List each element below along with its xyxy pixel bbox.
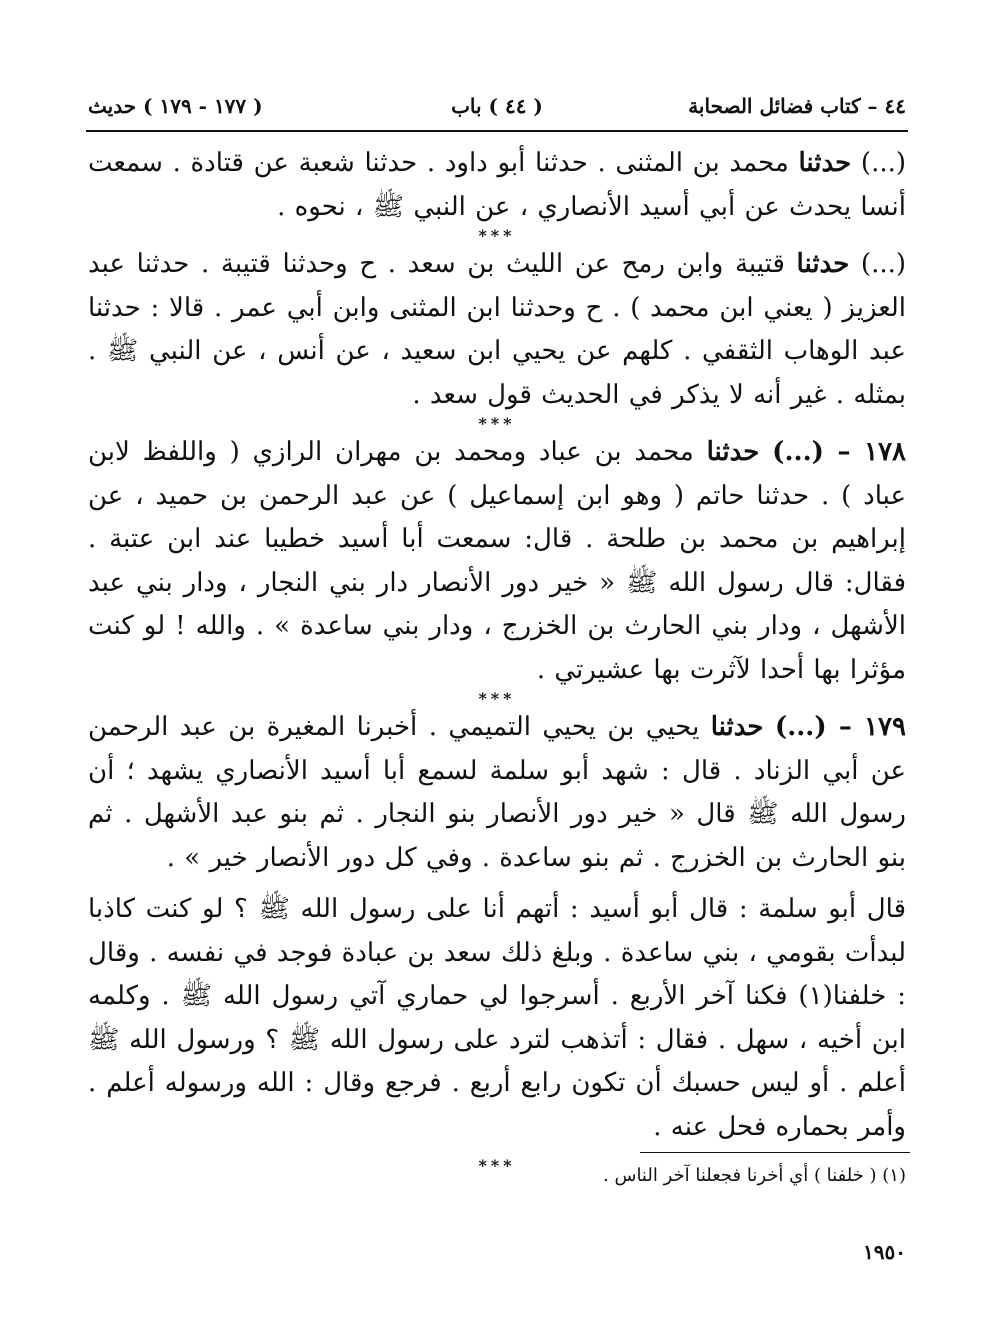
hadith-text: قال أبو سلمة : قال أبو أسيد : أتهم أنا على رسول الله ﷺ ؟ لو كنت كاذبا لبدأت بقومي ، بني ساعدة . وبلغ ذلك سعد بن عبادة فوجد في نفسه . وقال : خلفنا(١) فكنا آخر الأربع . أسرجوا لي حماري آتي رسول الله ﷺ . وكلمه ابن أخيه ، سهل . فقال : أتذهب لترد على رسول الله ﷺ ؟ ورسول الله ﷺ أعلم . أو ليس حسبك أن تكون رابع أربع . فرجع وقال : الله ورسوله أعلم . وأمر بحماره فحل عنه . xyxy=(88,894,906,1142)
haddathana-word: حدثنا xyxy=(796,249,850,279)
hadith-text: محمد بن عباد ومحمد بن مهران الرازي ( واللفظ لابن عباد ) . حدثنا حاتم ( وهو ابن إسماعيل ) عن عبد الرحمن بن حميد ، عن إبراهيم بن محمد بن طلحة . قال: سمعت أبا أسيد خطيبا عند ابن عتبة . فقال: قال رسول الله ﷺ « خير دور الأنصار دار بني النجار ، ودار بني عبد الأشهل ، ودار بني الحارث بن الخزرج ، ودار بني ساعدة » . والله ! لو كنت مؤثرا بها أحدا لآثرت بها عشيرتي . xyxy=(88,437,906,685)
header-rule xyxy=(86,130,908,132)
separator-stars: *** xyxy=(478,226,516,245)
hadith-number: ١٧٨ – (...) xyxy=(772,437,907,467)
hadith-paragraph xyxy=(88,142,906,229)
bab-number: ( ٤٤ ) باب xyxy=(451,94,543,118)
chapter-title: ٤٤ – كتاب فضائل الصحابة xyxy=(688,94,906,118)
haddathana-word: حدثنا xyxy=(710,712,764,742)
separator-stars: *** xyxy=(478,1156,516,1175)
hadith-paragraph xyxy=(88,706,906,880)
running-header xyxy=(88,88,906,128)
footnote: (١) ( خلفنا ) أي أخرنا فجعلنا آخر الناس . xyxy=(603,1165,906,1186)
hadith-range: ( ١٧٧ - ١٧٩ ) حديث xyxy=(88,94,263,118)
haddathana-word: حدثنا xyxy=(798,148,852,178)
page-number: ١٩٥٠ xyxy=(863,1240,906,1264)
hadith-paragraph xyxy=(88,431,906,692)
hadith-text: يحيي بن يحيي التميمي . أخبرنا المغيرة بن عبد الرحمن عن أبي الزناد . قال : شهد أبو سلمة لسمع أبا أسيد الأنصاري يشهد ؛ أن رسول الله ﷺ قال « خير دور الأنصار بنو النجار . ثم بنو عبد الأشهل . ثم بنو الحارث بن الخزرج . ثم بنو ساعدة . وفي كل دور الأنصار خير » . xyxy=(88,712,906,873)
hadith-text: قتيبة وابن رمح عن الليث بن سعد . ح وحدثنا قتيبة . حدثنا عبد العزيز ( يعني ابن محمد ) . ح وحدثنا ابن المثنى وابن أبي عمر . قالا : حدثنا عبد الوهاب الثقفي . كلهم عن يحيي ابن سعيد ، عن أنس ، عن النبي ﷺ . بمثله . غير أنه لا يذكر في الحديث قول سعد . xyxy=(88,249,906,410)
hadith-text: محمد بن المثنى . حدثنا أبو داود . حدثنا شعبة عن قتادة . سمعت أنسا يحدث عن أبي أسيد الأنصاري ، عن النبي ﷺ ، نحوه . xyxy=(88,148,906,222)
hadith-number: ١٧٩ – (...) xyxy=(774,712,906,742)
separator-stars: *** xyxy=(478,414,516,433)
page-body xyxy=(88,142,906,1173)
hadith-prefix: (...) xyxy=(860,148,907,178)
footnote-rule xyxy=(640,1152,910,1153)
hadith-paragraph xyxy=(88,243,906,417)
hadith-paragraph xyxy=(88,888,906,1149)
hadith-prefix: (...) xyxy=(860,249,907,279)
separator-stars: *** xyxy=(478,689,516,708)
haddathana-word: حدثنا xyxy=(706,437,760,467)
